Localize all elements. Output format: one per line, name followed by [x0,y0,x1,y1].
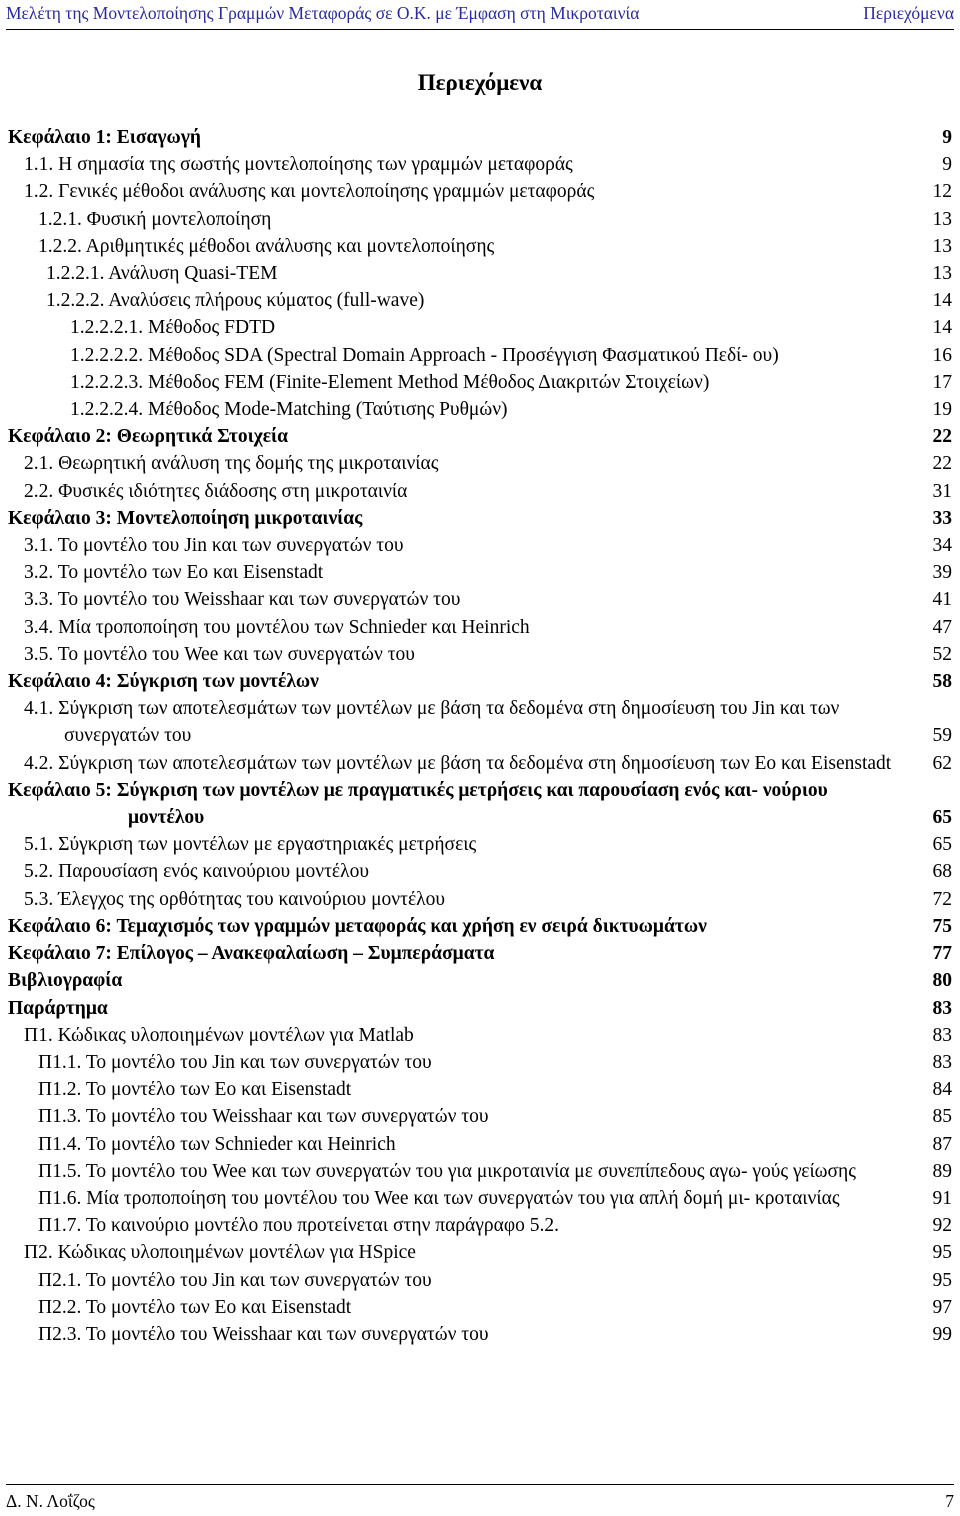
toc-entry-page: 12 [932,181,952,203]
toc-entry-label: 1.2.1. Φυσική μοντελοποίηση [38,208,272,230]
toc-chapter-entry[interactable] [8,423,952,450]
toc-section-entry[interactable] [8,369,952,396]
toc-entry-page: 62 [932,752,952,774]
toc-section-entry[interactable] [8,1239,952,1266]
toc-entry-label: 3.3. Το μοντέλο του Weisshaar και των συνεργατών του [24,589,461,611]
toc-entry-label: Π1. Κώδικας υλοποιημένων μοντέλων για Matlab [24,1024,414,1046]
toc-chapter-entry[interactable] [8,505,952,532]
toc-section-entry[interactable] [8,614,952,641]
toc-entry-label: 1.2.2.2.1. Μέθοδος FDTD [70,317,276,339]
toc-section-entry[interactable] [8,151,952,178]
toc-entry-page: 16 [932,344,952,366]
toc-chapter-entry[interactable] [8,940,952,967]
toc-entry-page: 39 [932,562,952,584]
toc-entry-label: Π2.2. Το μοντέλο των Eo και Eisenstadt [38,1296,352,1318]
toc-entry-label: Π1.4. Το μοντέλο των Schnieder και Heinrich [38,1133,396,1155]
toc-entry-label: Π2. Κώδικας υλοποιημένων μοντέλων για HSpice [24,1242,416,1264]
toc-entry-label: Π1.7. Το καινούριο μοντέλο που προτείνεται στην παράγραφο 5.2. [38,1215,559,1237]
toc-entry-label: 1.2.2.2. Αναλύσεις πλήρους κύματος (full-wave) [46,290,425,312]
toc-entry-page: 13 [932,235,952,257]
toc-entry-label: Π1.6. Μία τροποποίηση του μοντέλου του Wee και των συνεργατών του για απλή δομή μι- κροταινίας [38,1187,840,1209]
toc-entry-label: 4.1. Σύγκριση των αποτελεσμάτων των μοντέλων με βάση τα δεδομένα στη δημοσίευση του Jin και των συνεργατών του [24,698,840,747]
toc-entry-label: 1.1. Η σημασία της σωστής μοντελοποίησης των γραμμών μεταφοράς [24,154,573,176]
table-of-contents [8,124,952,1348]
toc-entry-page: 84 [932,1079,952,1101]
toc-entry-label: 3.5. Το μοντέλο του Wee και των συνεργατών του [24,643,415,665]
toc-entry-page: 31 [932,480,952,502]
toc-entry-page: 83 [932,1024,952,1046]
toc-chapter-entry[interactable] [8,668,952,695]
page-title: Περιεχόμενα [417,70,543,95]
toc-section-entry[interactable] [8,233,952,260]
toc-entry-label: Π1.5. Το μοντέλο του Wee και των συνεργατών του για μικροταινία με συνεπίπεδους αγω- γούς γείωσης [38,1160,856,1182]
toc-section-entry[interactable] [8,178,952,205]
toc-entry-page: 85 [932,1106,952,1128]
toc-section-entry[interactable] [8,750,952,777]
toc-chapter-entry[interactable] [8,124,952,151]
toc-entry-page: 14 [932,317,952,339]
toc-entry-label: 2.1. Θεωρητική ανάλυση της δομής της μικροταινίας [24,453,439,475]
toc-section-entry[interactable] [8,641,952,668]
toc-section-entry[interactable] [8,586,952,613]
toc-section-entry[interactable] [8,1131,952,1158]
toc-section-entry[interactable] [8,1267,952,1294]
toc-entry-page: 47 [932,616,952,638]
toc-entry-page: 75 [932,915,952,937]
toc-entry-page: 97 [932,1296,952,1318]
toc-entry-label: 5.2. Παρουσίαση ενός καινούριου μοντέλου [24,861,369,883]
toc-entry-page: 14 [932,290,952,312]
toc-entry-label: Π1.2. Το μοντέλο των Eo και Eisenstadt [38,1079,352,1101]
toc-section-entry[interactable] [8,287,952,314]
toc-entry-label: Παράρτημα [8,997,108,1019]
toc-entry-label: Κεφάλαιο 7: Επίλογος – Ανακεφαλαίωση – Συμπεράσματα [8,943,495,965]
toc-entry-page: 80 [932,970,952,992]
toc-entry-page: 22 [932,426,952,448]
toc-entry-page: 91 [932,1187,952,1209]
toc-section-entry[interactable] [8,1212,952,1239]
toc-entry-page: 92 [932,1215,952,1237]
toc-section-entry[interactable] [8,559,952,586]
toc-entry-page: 95 [932,1269,952,1291]
toc-entry-label: Π2.1. Το μοντέλο του Jin και των συνεργατών του [38,1269,432,1291]
toc-entry-page: 83 [932,1051,952,1073]
toc-entry-page: 9 [942,127,952,148]
toc-entry-page: 58 [932,671,952,693]
toc-section-entry[interactable] [8,1321,952,1348]
toc-entry-page: 13 [932,208,952,230]
toc-entry-label: 3.2. Το μοντέλο των Eo και Eisenstadt [24,562,324,584]
toc-section-entry[interactable] [8,1049,952,1076]
toc-entry-page: 65 [932,834,952,856]
toc-entry-page: 22 [932,453,952,475]
toc-section-entry[interactable] [8,886,952,913]
page-header [6,3,954,30]
toc-entry-label: Π1.3. Το μοντέλο του Weisshaar και των συνεργατών του [38,1106,489,1128]
toc-entry-label: Κεφάλαιο 6: Τεμαχισμός των γραμμών μεταφοράς και χρήση εν σειρά δικτυωμάτων [8,915,707,937]
toc-entry-label: 1.2.2.1. Ανάλυση Quasi-TEM [46,263,278,285]
toc-entry-label: 3.4. Μία τροποποίηση του μοντέλου των Schnieder και Heinrich [24,616,530,638]
toc-entry-label: Π1.1. Το μοντέλο του Jin και των συνεργατών του [38,1051,432,1073]
toc-entry-page: 72 [932,888,952,910]
toc-chapter-entry[interactable] [8,967,952,994]
toc-entry-page: 77 [932,943,952,965]
toc-entry-label: 3.1. Το μοντέλο του Jin και των συνεργατών του [24,535,404,557]
toc-entry-page: 19 [932,399,952,421]
toc-entry-label: Κεφάλαιο 1: Εισαγωγή [8,127,201,148]
toc-entry-page: 17 [932,371,952,393]
toc-entry-page: 87 [932,1133,952,1155]
toc-section-entry[interactable] [8,1103,952,1130]
header-section: Περιεχόμενα [863,3,954,23]
toc-entry-page: 59 [932,725,952,747]
toc-entry-page: 33 [932,507,952,529]
toc-section-entry[interactable] [8,342,952,369]
toc-section-entry[interactable] [8,831,952,858]
toc-entry-label: 1.2.2.2.4. Μέθοδος Mode-Matching (Ταύτισης Ρυθμών) [70,399,508,421]
toc-entry-page: 9 [942,154,952,176]
toc-entry-page: 41 [932,589,952,611]
toc-entry-page: 89 [932,1160,952,1182]
toc-entry-label: Κεφάλαιο 2: Θεωρητικά Στοιχεία [8,426,288,448]
toc-entry-label: 1.2.2. Αριθμητικές μέθοδοι ανάλυσης και μοντελοποίησης [38,235,495,257]
toc-entry-page: 83 [932,997,952,1019]
toc-chapter-entry[interactable] [8,777,952,831]
toc-section-entry[interactable] [8,1185,952,1212]
toc-entry-page: 99 [932,1323,952,1345]
toc-entry-page: 52 [932,643,952,665]
toc-entry-page: 34 [932,535,952,557]
toc-section-entry[interactable] [8,695,952,749]
toc-entry-label: 4.2. Σύγκριση των αποτελεσμάτων των μοντέλων με βάση τα δεδομένα στη δημοσίευση των Eo και Eisenstadt [24,752,892,774]
toc-entry-label: 1.2.2.2.2. Μέθοδος SDA (Spectral Domain Approach - Προσέγγιση Φασματικού Πεδί- ου) [70,344,779,366]
toc-entry-label: Βιβλιογραφία [8,970,123,992]
toc-section-entry[interactable] [8,314,952,341]
toc-entry-label: Κεφάλαιο 5: Σύγκριση των μοντέλων με πραγματικές μετρήσεις και παρουσίαση ενός και- νούριου μοντέλου [8,779,828,829]
toc-entry-label: 5.3. Έλεγχος της ορθότητας του καινούριου μοντέλου [24,888,445,910]
toc-section-entry[interactable] [8,532,952,559]
toc-entry-label: Κεφάλαιο 3: Μοντελοποίηση μικροταινίας [8,507,363,529]
toc-chapter-entry[interactable] [8,913,952,940]
toc-section-entry[interactable] [8,206,952,233]
toc-entry-page: 95 [932,1242,952,1264]
toc-section-entry[interactable] [8,858,952,885]
toc-entry-label: 2.2. Φυσικές ιδιότητες διάδοσης στη μικροταινία [24,480,408,502]
toc-section-entry[interactable] [8,1076,952,1103]
toc-chapter-entry[interactable] [8,995,952,1022]
toc-entry-page: 13 [932,263,952,285]
header-title: Μελέτη της Μοντελοποίησης Γραμμών Μεταφοράς σε Ο.Κ. με Έμφαση στη Μικροταινία [6,3,640,23]
toc-section-entry[interactable] [8,396,952,423]
footer-page-number: 7 [945,1491,954,1511]
toc-section-entry[interactable] [8,450,952,477]
toc-entry-label: 5.1. Σύγκριση των μοντέλων με εργαστηριακές μετρήσεις [24,834,477,856]
page-footer [6,1484,954,1512]
toc-entry-page: 68 [932,861,952,883]
toc-section-entry[interactable] [8,478,952,505]
toc-section-entry[interactable] [8,1158,952,1185]
toc-entry-label: Π2.3. Το μοντέλο του Weisshaar και των συνεργατών του [38,1323,489,1345]
toc-entry-label: 1.2. Γενικές μέθοδοι ανάλυσης και μοντελοποίησης γραμμών μεταφοράς [24,181,595,203]
toc-entry-page: 65 [932,807,952,829]
toc-section-entry[interactable] [8,1294,952,1321]
toc-entry-label: Κεφάλαιο 4: Σύγκριση των μοντέλων [8,671,319,693]
toc-entry-label: 1.2.2.2.3. Μέθοδος FEM (Finite-Element Method Μέθοδος Διακριτών Στοιχείων) [70,371,710,393]
toc-section-entry[interactable] [8,260,952,287]
footer-author: Δ. Ν. Λοΐζος [6,1491,95,1511]
toc-section-entry[interactable] [8,1022,952,1049]
